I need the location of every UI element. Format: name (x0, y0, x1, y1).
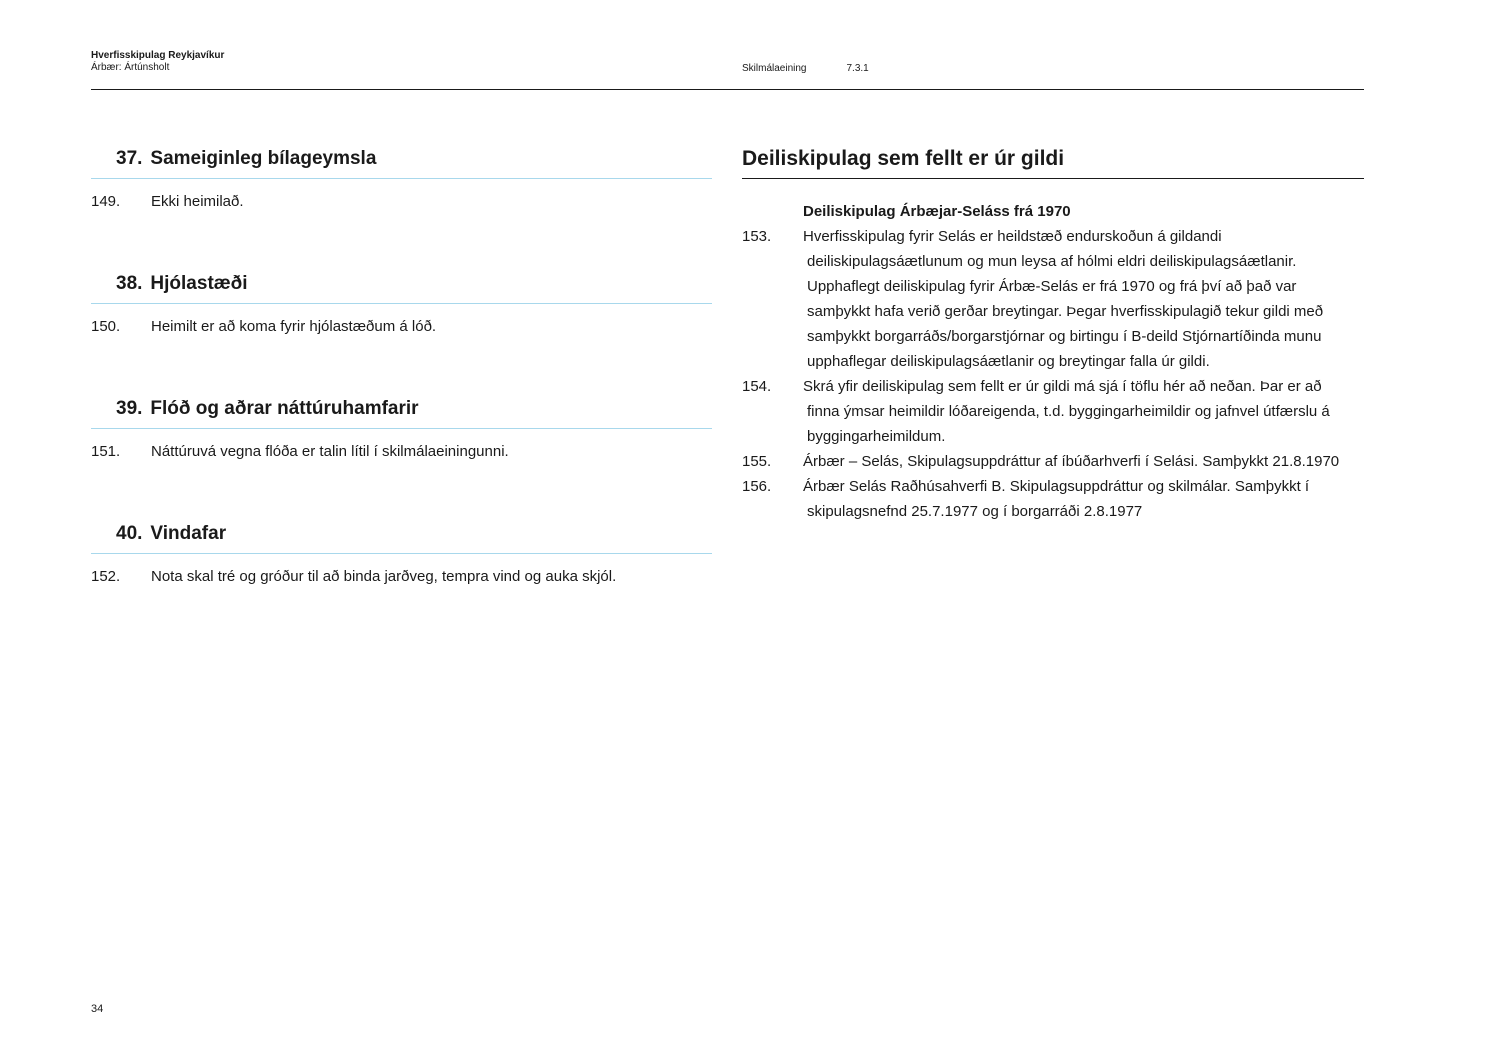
section-heading (91, 390, 712, 429)
right-section-title: Deiliskipulag sem fellt er úr gildi (742, 140, 1364, 179)
paragraph (742, 374, 1364, 449)
paragraph (742, 449, 1364, 474)
paragraph-text: Árbær – Selás, Skipulagsuppdráttur af íbúðarhverfi í Selási. Samþykkt 21.8.1970 (803, 453, 1340, 470)
paragraph-number: 150. (91, 318, 121, 335)
section-heading-number: 38. (116, 273, 143, 294)
section-37 (91, 140, 712, 265)
paragraph-number: 152. (91, 568, 121, 585)
paragraph-text: Nota skal tré og gróður til að binda jarðveg, tempra vind og auka skjól. (151, 568, 617, 585)
section-heading-number: 39. (116, 398, 143, 419)
paragraph-text: Hverfisskipulag fyrir Selás er heildstæð endurskoðun á gildandi deiliskipulagsáætlunum og mun leysa af hólmi eldri deiliskipulagsáætlanir. Upphaflegt deiliskipulag fyrir Árbæ-Selás er frá 1970 og frá því að það var samþykkt hafa verið gerðar breytingar. Þegar hverfisskipulagið tekur gildi með samþykkt borgarráðs/borgarstjórnar og birtingu í B-deild Stjórnartíðinda munu upphaflegar deiliskipulagsáætlanir og breytingar falla úr gildi. (803, 228, 1324, 370)
paragraph (742, 474, 1364, 524)
section-heading (91, 515, 712, 554)
paragraph-text: Heimilt er að koma fyrir hjólastæðum á lóð. (151, 318, 437, 335)
document-title: Hverfisskipulag Reykjavíkur (91, 50, 225, 61)
paragraph-text: Árbær Selás Raðhúsahverfi B. Skipulagsuppdráttur og skilmálar. Samþykkt í skipulagsnefnd 25.7.1977 og í borgarráði 2.8.1977 (803, 478, 1310, 520)
section-heading-title: Vindafar (150, 523, 227, 544)
paragraph-text: Náttúruvá vegna flóða er talin lítil í skilmálaeiningunni. (151, 443, 509, 460)
paragraph-text: Ekki heimilað. (151, 193, 244, 210)
paragraph-number: 154. (742, 378, 772, 395)
section-heading (91, 265, 712, 304)
section-heading-number: 40. (116, 523, 143, 544)
document-header (91, 50, 224, 74)
paragraph-number: 151. (91, 443, 121, 460)
paragraph-number: 149. (91, 193, 121, 210)
right-section-subtitle: Deiliskipulag Árbæjar-Seláss frá 1970 (803, 203, 1071, 220)
paragraph-number: 153. (742, 228, 772, 245)
paragraph-number: 155. (742, 453, 772, 470)
section-heading-title: Flóð og aðrar náttúruhamfarir (150, 398, 419, 419)
section-heading-number: 37. (116, 148, 143, 169)
section-40 (91, 515, 712, 640)
paragraph-text: Skrá yfir deiliskipulag sem fellt er úr gildi má sjá í töflu hér að neðan. Þar er að finna ýmsar heimildir lóðareigenda, t.d. byggingarheimildir og jafnvel útfærslu á byggingarheimildum. (803, 378, 1330, 445)
section-39 (91, 390, 712, 515)
section-label: Skilmálaeining (742, 63, 807, 74)
section-number: 7.3.1 (846, 63, 869, 74)
paragraph (91, 189, 712, 214)
section-heading-title: Hjólastæði (150, 273, 248, 294)
right-column (742, 140, 1364, 524)
paragraph (91, 314, 712, 339)
paragraph (91, 439, 712, 464)
left-column (91, 140, 712, 640)
section-reference (742, 63, 869, 75)
paragraph (91, 564, 712, 589)
header-divider (91, 89, 1364, 90)
section-heading (91, 140, 712, 179)
document-subtitle: Árbær: Ártúnsholt (91, 62, 170, 73)
page-number: 34 (91, 1003, 104, 1015)
section-38 (91, 265, 712, 390)
paragraph-number: 156. (742, 478, 772, 495)
section-heading-title: Sameiginleg bílageymsla (150, 148, 377, 169)
paragraph (742, 224, 1364, 374)
